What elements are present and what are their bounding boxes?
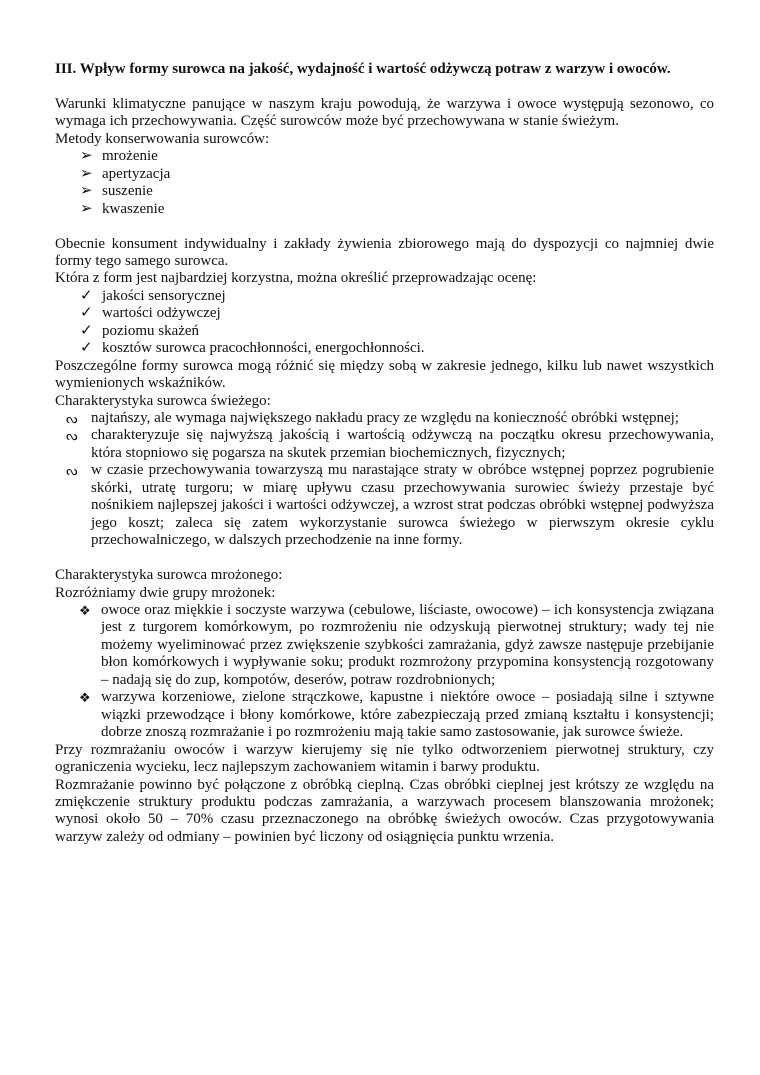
list-item: ➢ mrożenie — [80, 148, 158, 165]
list-item: ᔓ najtańszy, ale wymaga największego nakładu pracy ze względu na konieczność obróbki wstępnej; — [66, 410, 679, 427]
check-bullet-icon: ✓ — [80, 305, 93, 322]
intro-paragraph: Warunki klimatyczne panujące w naszym kraju powodują, że warzywa i owoce występują sezonowo, co wymaga ich przechowywania. Część surowców może być przechowywana w stanie świeżym. — [55, 95, 714, 130]
fresh-list — [55, 410, 714, 550]
frozen-groups-label: Rozróżniamy dwie grupy mrożonek: — [55, 584, 276, 601]
thawing-paragraph: Przy rozmrażaniu owoców i warzyw kierujemy się nie tylko odtworzeniem pierwotnej struktury, czy ograniczenia wycieku, lecz najlepszym zachowaniem witamin i barwy produktu. — [55, 741, 714, 776]
list-item: ❖ warzywa korzeniowe, zielone strączkowe, kapustne i niektóre owoce – posiadają silne i sztywne wiązki przewodzące i błony komórkowe, które zabezpieczają przed zmianą kształtu i konsystencji; dobrze znoszą rozmrażanie i po rozmrożeniu mają takie samo zastosowanie, jak surowce świeże. — [79, 689, 714, 741]
methods-list — [55, 148, 714, 218]
frozen-list — [55, 602, 714, 742]
list-item: ✓ poziomu skażeń — [80, 322, 200, 339]
arrow-bullet-icon: ➢ — [80, 165, 93, 182]
methods-label: Metody konserwowania surowców: — [55, 130, 270, 147]
scroll-bullet-icon: ᔓ — [66, 428, 78, 444]
list-item: ➢ apertyzacja — [80, 165, 171, 182]
list-item: ✓ jakości sensorycznej — [80, 287, 226, 304]
section-title: III. Wpływ formy surowca na jakość, wydajność i wartość odżywczą potraw z warzyw i owoców. — [55, 61, 671, 77]
list-item: ✓ kosztów surowca pracochłonności, energochłonności. — [80, 340, 425, 357]
list-item: ➢ suszenie — [80, 183, 153, 200]
check-bullet-icon: ✓ — [80, 322, 93, 339]
arrow-bullet-icon: ➢ — [80, 148, 93, 165]
frozen-label: Charakterystyka surowca mrożonego: — [55, 567, 283, 584]
evaluation-label: Która z form jest najbardziej korzystna, można określić przeprowadzając ocenę: — [55, 270, 537, 287]
list-item: ᔓ charakteryzuje się najwyższą jakością i wartością odżywczą na początku okresu przechowywania, która stopniowo się pogarsza na skutek przemian biochemicznych, fizycznych; — [66, 427, 714, 461]
arrow-bullet-icon: ➢ — [80, 200, 93, 217]
forms-paragraph: Obecnie konsument indywidualny i zakłady żywienia zbiorowego mają do dyspozycji co najmniej dwie formy tego samego surowca. — [55, 235, 714, 269]
scroll-bullet-icon: ᔓ — [66, 463, 78, 479]
check-bullet-icon: ✓ — [80, 287, 93, 304]
document-page — [55, 61, 714, 846]
list-item: ➢ kwaszenie — [80, 200, 165, 217]
heat-treatment-paragraph: Rozmrażanie powinno być połączone z obróbką cieplną. Czas obróbki cieplnej jest krótszy ze względu na zmiękczenie struktury produktu podczas zamrażania, a warzywach procesem blanszowania mrożonek; wynosi około 50 – 70% czasu przeznaczonego na obróbkę świeżych owoców. Czas przygotowywania warzyw zależy od odmiany – powinien być liczony od osiągnięcia punktu wrzenia. — [55, 776, 714, 845]
differ-paragraph: Poszczególne formy surowca mogą różnić się między sobą w zakresie jednego, kilku lub nawet wszystkich wymienionych wskaźników. — [55, 357, 714, 392]
list-item: ❖ owoce oraz miękkie i soczyste warzywa (cebulowe, liściaste, owocowe) – ich konsystencja związana jest z turgorem komórkowym, po rozmrożeniu nie odzyskują pierwotnej struktury; wady tej nie możemy wyeliminować przez zwiększenie szybkości zamrażania, gdyż zawsze następuje przebijanie błon komórkowych i wypływanie soku; produkt rozmrożony przypomina konsystencją rozgotowany – nadają się do zup, kompotów, deserów, potraw rozdrobnionych; — [79, 602, 714, 688]
evaluation-list — [55, 288, 714, 358]
fresh-label: Charakterystyka surowca świeżego: — [55, 392, 271, 409]
diamond-bullet-icon: ❖ — [79, 603, 91, 618]
check-bullet-icon: ✓ — [80, 340, 93, 357]
arrow-bullet-icon: ➢ — [80, 183, 93, 200]
list-item: ✓ wartości odżywczej — [80, 305, 221, 322]
scroll-bullet-icon: ᔓ — [66, 411, 78, 427]
list-item: ᔓ w czasie przechowywania towarzyszą mu narastające straty w obróbce wstępnej poprzez pogrubienie skórki, utratę turgoru; w miarę upływu czasu przechowywania surowiec świeży przestaje być nośnikiem najlepszej jakości i wartości odżywczej, a wzrost strat podczas obróbki wstępnej podwyższa jego koszt; zaleca się zatem wykorzystanie surowca świeżego w pierwszym okresie cyklu przechowalniczego, w dalszych przechodzenie na inne formy. — [66, 462, 714, 549]
diamond-bullet-icon: ❖ — [79, 690, 91, 706]
